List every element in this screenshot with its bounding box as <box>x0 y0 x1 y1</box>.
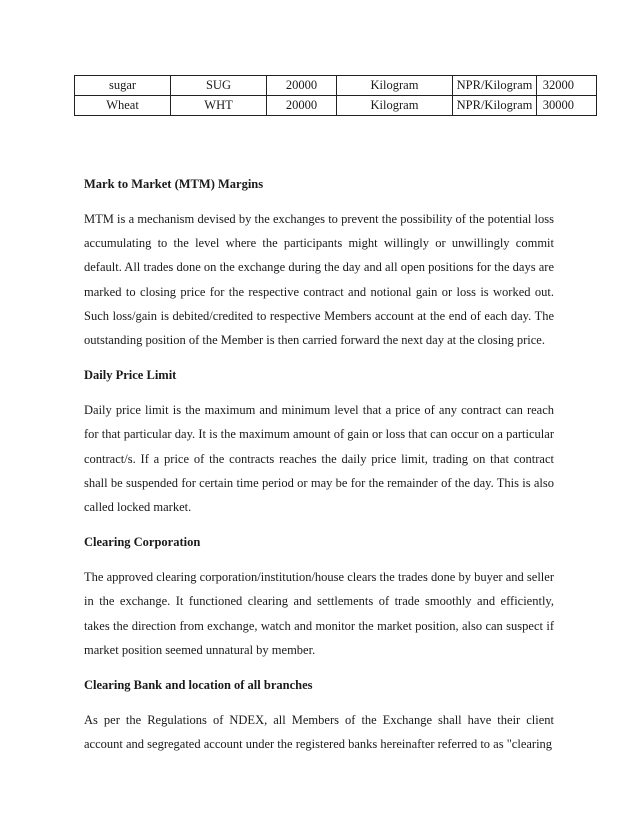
cell-quantity: 20000 <box>267 96 337 116</box>
section-paragraph: MTM is a mechanism devised by the exchanges to prevent the possibility of the potential loss accumulating to the level where the participants might willingly or unwillingly commit default. All trades done on the exchange during the day and all open positions for the days are marked to closing price for the respective contract and notional gain or loss is worked out. Such loss/gain is debited/credited to respective Members account at the end of each day. The outstanding position of the Member is then carried forward the next day at the closing price. <box>84 212 554 348</box>
commodity-table <box>74 75 597 116</box>
document-body <box>84 174 554 756</box>
cell-unit: Kilogram <box>337 76 453 96</box>
cell-quantity: 20000 <box>267 76 337 96</box>
section-heading: Clearing Corporation <box>84 535 201 550</box>
cell-value: 32000 <box>537 76 597 96</box>
cell-code: SUG <box>171 76 267 96</box>
cell-commodity: Wheat <box>75 96 171 116</box>
section-paragraph: Daily price limit is the maximum and minimum level that a price of any contract can reach for that particular day. It is the maximum amount of gain or loss that can occur on a particular contract/s. If a price of the contracts reaches the daily price limit, trading on that contract shall be suspended for certain time period or may be for the remainder of the day. This is also called locked market. <box>84 403 554 515</box>
cell-commodity: sugar <box>75 76 171 96</box>
section-paragraph: The approved clearing corporation/institution/house clears the trades done by buyer and seller in the exchange. It functioned clearing and settlements of trade smoothly and efficiently, takes the direction from exchange, watch and monitor the market position, also can suspect if market position seemed unnatural by member. <box>84 570 554 657</box>
cell-price-unit: NPR/Kilogram <box>453 96 537 116</box>
section-mtm-margins <box>84 174 554 352</box>
section-heading: Clearing Bank and location of all branches <box>84 678 313 693</box>
section-paragraph: As per the Regulations of NDEX, all Members of the Exchange shall have their client account and segregated account under the registered banks hereinafter referred to as "clearing <box>84 713 554 752</box>
section-clearing-corporation <box>84 532 554 662</box>
cell-price-unit: NPR/Kilogram <box>453 76 537 96</box>
cell-unit: Kilogram <box>337 96 453 116</box>
section-clearing-bank <box>84 675 554 756</box>
section-heading: Daily Price Limit <box>84 368 177 383</box>
section-heading: Mark to Market (MTM) Margins <box>84 177 264 191</box>
table-row <box>75 96 597 116</box>
table-row <box>75 76 597 96</box>
cell-value: 30000 <box>537 96 597 116</box>
section-daily-price-limit <box>84 365 554 519</box>
cell-code: WHT <box>171 96 267 116</box>
